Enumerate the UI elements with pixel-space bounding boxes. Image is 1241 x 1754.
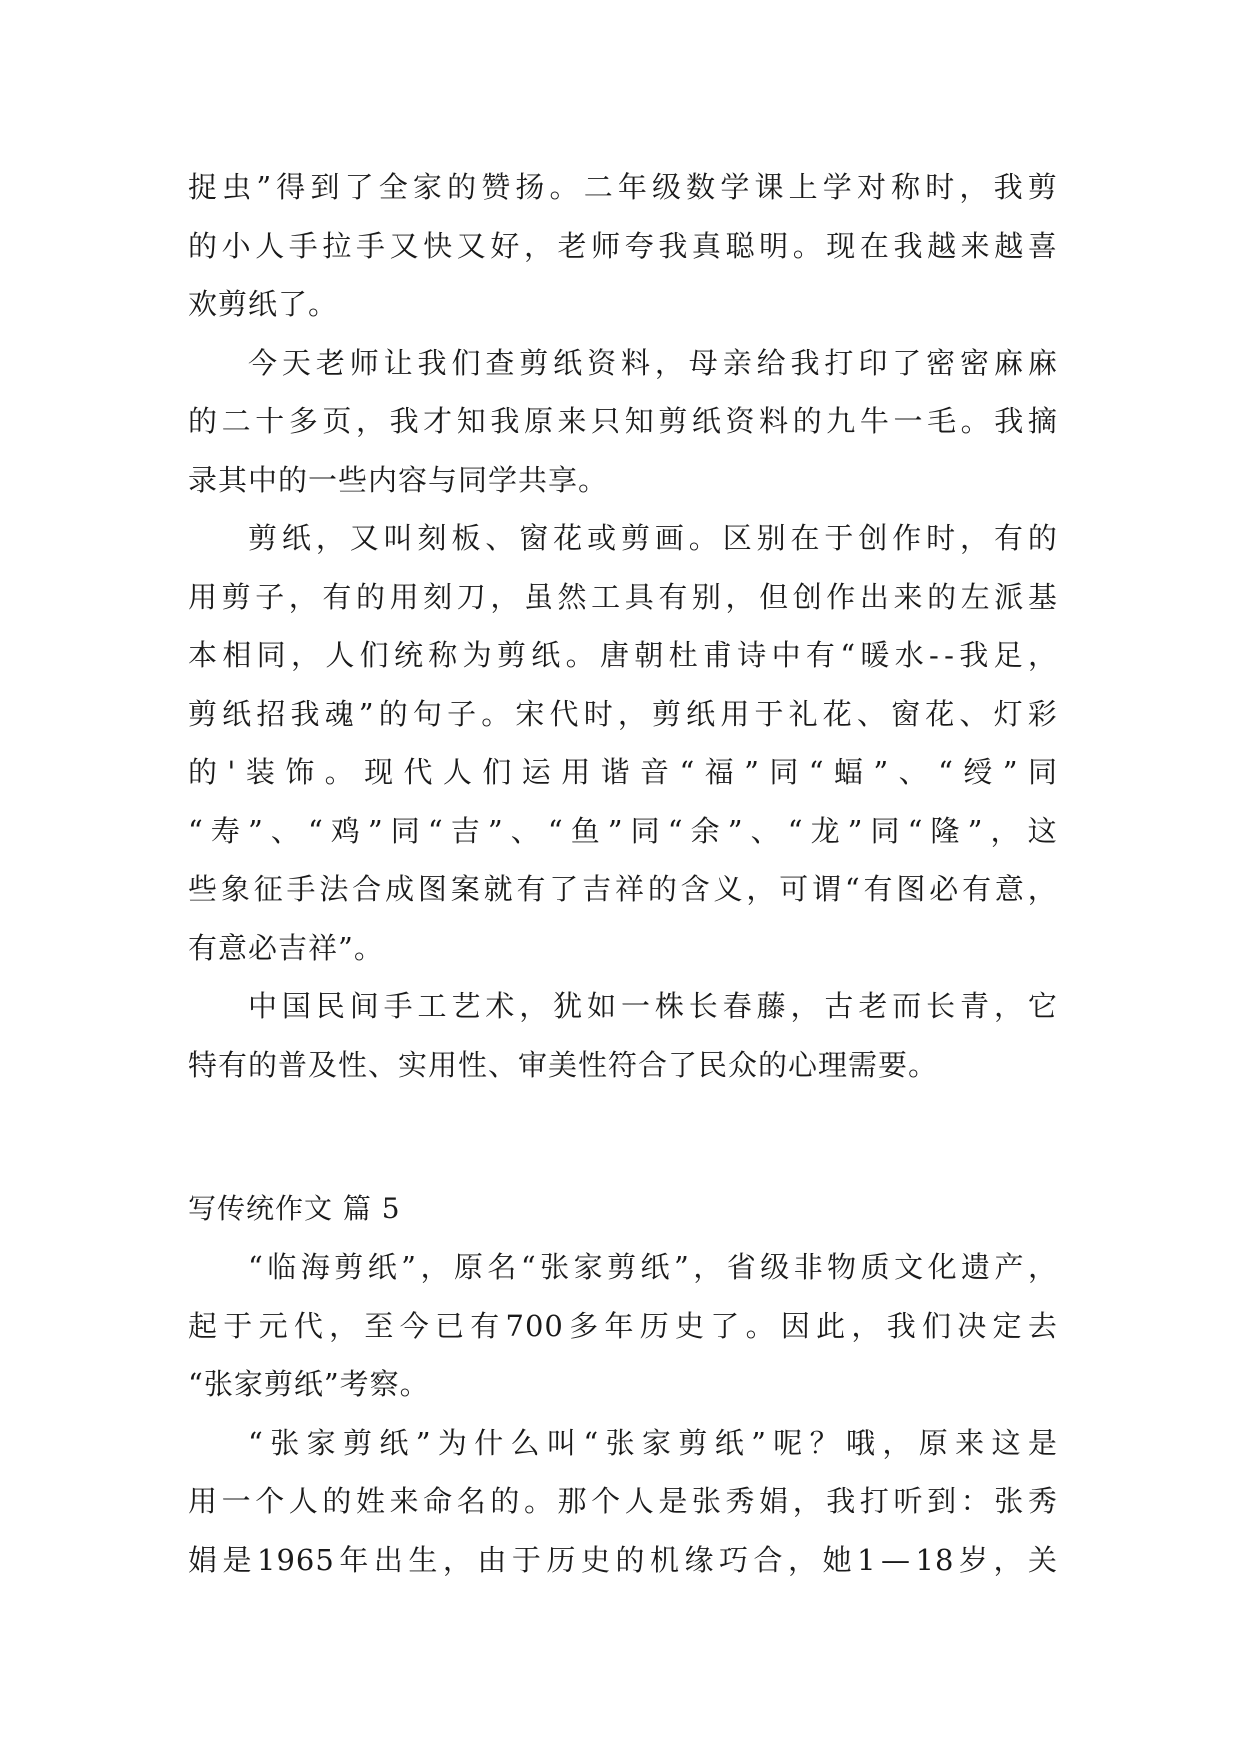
paragraph (188, 509, 1058, 977)
text-line: “ 临 海 剪 纸 ” ， 原 名 “ 张 家 剪 纸 ” ， 省 级 非 物 质 文 化 遗 产 ， (248, 1250, 1058, 1284)
section-heading: 写传统作文 篇 5 (188, 1192, 401, 1225)
text-line: 中 国 民 间 手 工 艺 术 ， 犹 如 一 株 长 春 藤 ， 古 老 而 长 青 ， 它 (248, 989, 1058, 1023)
text-line: 今 天 老 师 让 我 们 查 剪 纸 资 料 ， 母 亲 给 我 打 印 了 密 密 麻 麻 (248, 345, 1058, 380)
text-line: 捉 虫 ” 得 到 了 全 家 的 赞 扬 。 二 年 级 数 学 课 上 学 对 称 时 ， 我 剪 (188, 170, 1058, 204)
document-page (188, 158, 1058, 1589)
text-line: 的 ' 装 饰 。 现 代 人 们 运 用 谐 音 “ 福 ” 同 “ 蝠 ” 、 “ 绶 ” 同 (188, 755, 1058, 789)
text-line: 娟 是 1965 年 出 生 ， 由 于 历 史 的 机 缘 巧 合 ， 她 1 — 18 岁 ， 关 (188, 1542, 1058, 1577)
text-line: 本 相 同 ， 人 们 统 称 为 剪 纸 。 唐 朝 杜 甫 诗 中 有 “ 暖 水 - - 我 足 ， (188, 638, 1058, 672)
text-line: 些 象 征 手 法 合 成 图 案 就 有 了 吉 祥 的 含 义 ， 可 谓 “ 有 图 必 有 意 ， (188, 872, 1058, 906)
text-line: 的 小 人 手 拉 手 又 快 又 好 ， 老 师 夸 我 真 聪 明 。 现 在 我 越 来 越 喜 (188, 228, 1058, 263)
text-line: 剪 纸 招 我 魂 ” 的 句 子 。 宋 代 时 ， 剪 纸 用 于 礼 花 、 窗 花 、 灯 彩 (188, 696, 1058, 731)
text-line: 用 一 个 人 的 姓 来 命 名 的 。 那 个 人 是 张 秀 娟 ， 我 打 听 到 ： 张 秀 (188, 1484, 1058, 1518)
paragraph (188, 1238, 1058, 1414)
paragraph (188, 1414, 1058, 1590)
text-line: “ 张 家 剪 纸 ” 为 什 么 叫 “ 张 家 剪 纸 ” 呢 ？ 哦 ， 原 来 这 是 (248, 1425, 1058, 1460)
text-line: 特有的普及性、实用性、审美性符合了民众的心理需要。 (188, 1047, 939, 1082)
text-line: “ 寿 ” 、 “ 鸡 ” 同 “ 吉 ” 、 “ 鱼 ” 同 “ 余 ” 、 “ 龙 ” 同 “ 隆 ” ， 这 (188, 813, 1058, 848)
text-line: 欢剪纸了。 (188, 287, 339, 321)
paragraph (188, 334, 1058, 510)
section-spacer (188, 1094, 1058, 1180)
text-line: 剪 纸 ， 又 叫 刻 板 、 窗 花 或 剪 画 。 区 别 在 于 创 作 时 ， 有 的 (248, 521, 1058, 555)
text-line: “张家剪纸”考察。 (188, 1367, 430, 1401)
text-line: 有意必吉祥”。 (188, 930, 384, 965)
text-line: 用 剪 子 ， 有 的 用 刻 刀 ， 虽 然 工 具 有 别 ， 但 创 作 出 来 的 左 派 基 (188, 579, 1058, 614)
paragraph (188, 158, 1058, 334)
text-line: 录其中的一些内容与同学共享。 (188, 462, 609, 497)
paragraph (188, 977, 1058, 1094)
text-line: 起 于 元 代 ， 至 今 已 有 700 多 年 历 史 了 。 因 此 ， 我 们 决 定 去 (188, 1308, 1058, 1343)
text-line: 的 二 十 多 页 ， 我 才 知 我 原 来 只 知 剪 纸 资 料 的 九 牛 一 毛 。 我 摘 (188, 404, 1058, 438)
